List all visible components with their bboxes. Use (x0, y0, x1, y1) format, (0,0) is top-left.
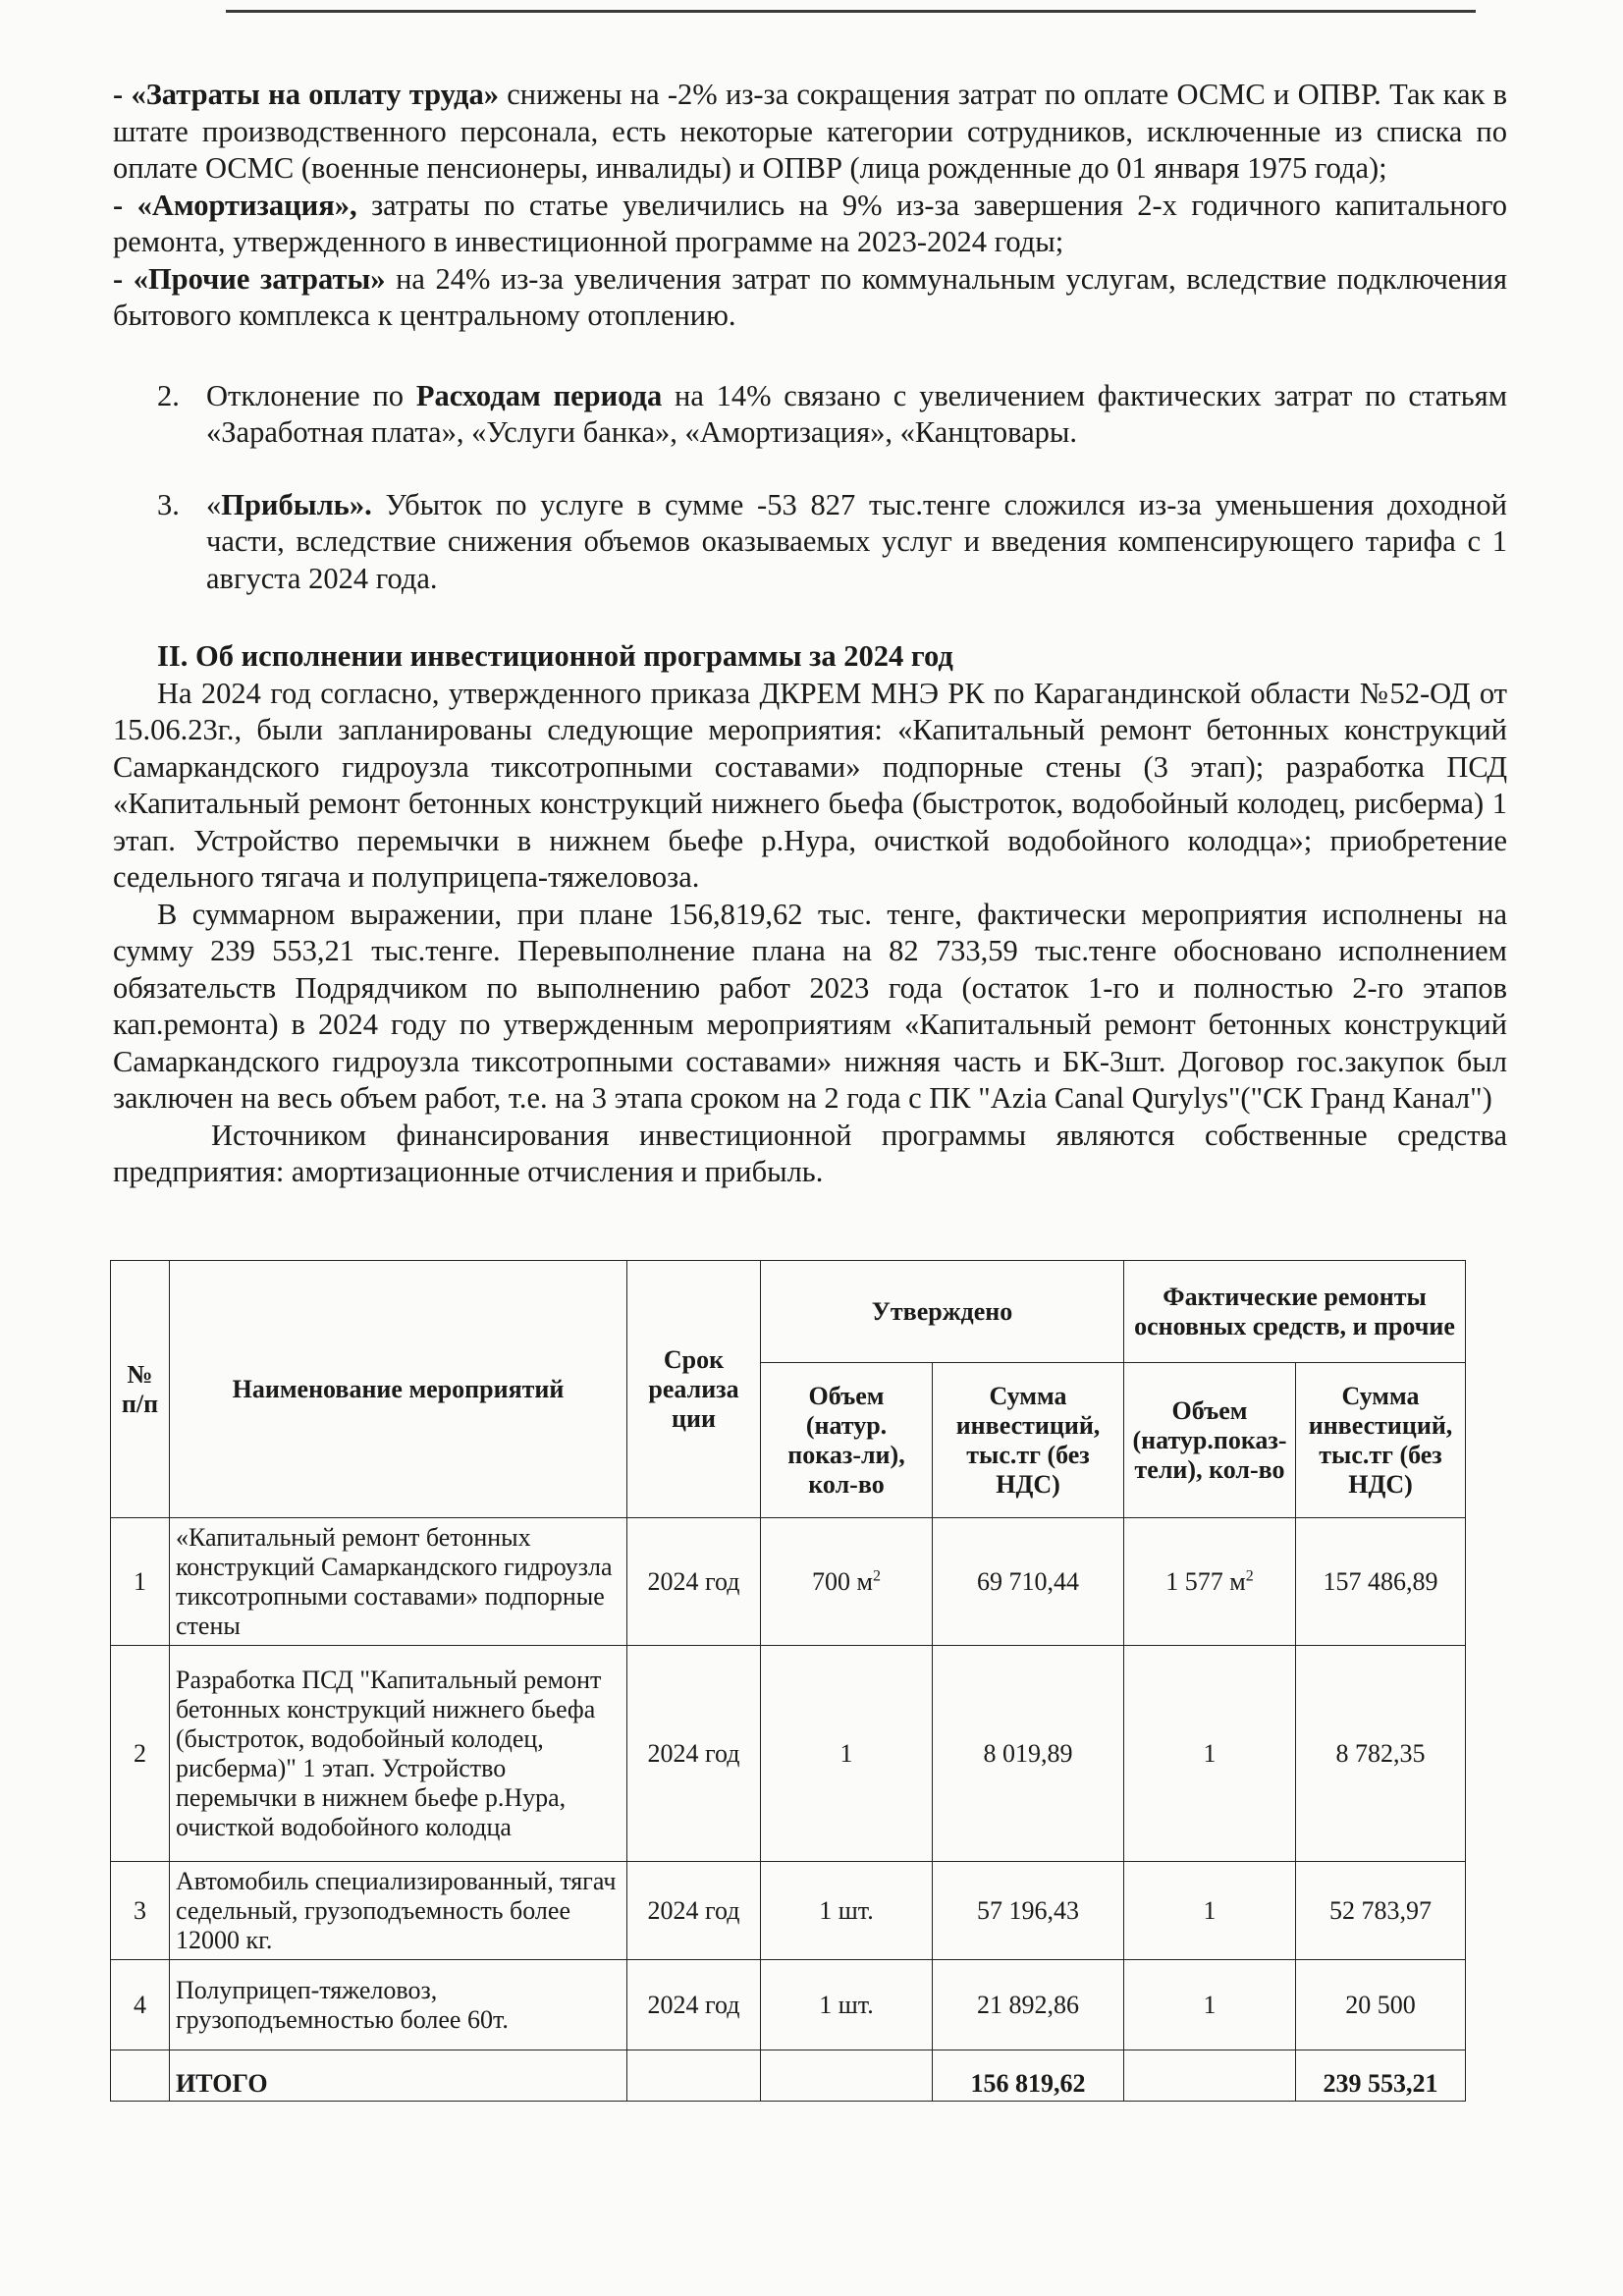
total-sum-approved: 156 819,62 (933, 2050, 1124, 2102)
paragraph-execution: В суммарном выражении, при плане 156,819,62 тыс. тенге, фактически мероприятия исполнены на сумму 239 553,21 тыс.тенге. Перевыполнение плана на 82 733,59 тыс.тенге обосновано исполнением обязательств Подрядчиком по выполнению работ 2023 года (остаток 1-го и полностью 2-го этапов кап.ремонта) в 2024 году по утвержденным мероприятиям «Капитальный ремонт бетонных конструкций Самаркандского гидроузла тиксотропными составами» нижняя часть и БК-3шт. Договор гос.закупок был заключен на весь объем работ, т.е. на 3 этапа сроком на 2 года с ПК "Azia Canal Qurylys"("СК Гранд Канал") (113, 897, 1507, 1115)
row-num: 4 (111, 1960, 170, 2050)
total-sum-actual: 239 553,21 (1296, 2050, 1466, 2102)
section-title: II. Об исполнении инвестиционной программы за 2024 год (157, 639, 953, 673)
header-name: Наименование мероприятий (170, 1261, 627, 1518)
volume-unit-power: 2 (1245, 1566, 1254, 1584)
row-num: 3 (111, 1862, 170, 1960)
row-sum-approved: 21 892,86 (933, 1960, 1124, 2050)
item-period-expenses (157, 378, 1507, 452)
total-term (627, 2050, 761, 2102)
item-text-bold: Расходам периода (415, 378, 663, 412)
bullet-amortization (113, 188, 1507, 261)
bullet-labor-costs (113, 77, 1507, 188)
investment-table (110, 1260, 1466, 2102)
item-number: 3. (157, 487, 180, 521)
row-volume-actual: 1 (1124, 1862, 1296, 1960)
row-term: 2024 год (627, 1862, 761, 1960)
row-volume-actual (1124, 1518, 1296, 1646)
header-volume-approved: Объем (натур. показ-ли), кол-во (761, 1363, 933, 1518)
row-term: 2024 год (627, 1646, 761, 1862)
paragraph-financing: Источником финансирования инвестиционной программы являются собственные средства предприятия: амортизационные отчисления и прибыль. (113, 1118, 1507, 1188)
table-row (111, 1862, 1466, 1960)
header-sum-actual: Сумма инвестиций, тыс.тг (без НДС) (1296, 1363, 1466, 1518)
row-sum-actual: 8 782,35 (1296, 1646, 1466, 1862)
row-num: 2 (111, 1646, 170, 1862)
bullet-text: на 24% из-за увеличения затрат по коммунальным услугам, вследствие подключения бытового комплекса к центральному отоплению. (113, 261, 1507, 332)
row-name: Разработка ПСД "Капитальный ремонт бетонных конструкций нижнего бьефа (быстроток, водобойный колодец, рисберма)" 1 этап. Устройство перемычки в нижнем бьефе р.Нура, очисткой водобойного колодца (170, 1646, 627, 1862)
bullet-text: снижены на -2% из-за сокращения затрат по оплате ОСМС и ОПВР. Так как в штате производственного персонала, есть некоторые категории сотрудников, исключенные из списка по оплате ОСМС (военные пенсионеры, инвалиды) и ОПВР (лица рожденные до 01 января 1975 года); (113, 78, 1508, 185)
bullet-text: затраты по статье увеличились на 9% из-за завершения 2-х годичного капитального ремонта, утвержденного в инвестиционной программе на 2023-2024 годы; (113, 188, 1508, 258)
total-label: ИТОГО (170, 2050, 627, 2102)
header-approved: Утверждено (761, 1261, 1124, 1363)
row-sum-approved: 57 196,43 (933, 1862, 1124, 1960)
item-text-post: на 14% связано с увеличением фактических затрат по статьям «Заработная плата», «Услуги банка», «Амортизация», «Канцтовары. (206, 378, 1507, 449)
bullet-label: - «Прочие затраты» (113, 261, 386, 296)
row-num: 1 (111, 1518, 170, 1646)
item-text-pre: « (206, 487, 222, 521)
item-text-pre: Отклонение по (206, 378, 416, 412)
volume-unit-power: 2 (872, 1566, 881, 1584)
header-volume-actual: Объем (натур.показ-тели), кол-во (1124, 1363, 1296, 1518)
table-row (111, 1960, 1466, 2050)
row-term: 2024 год (627, 1960, 761, 2050)
item-profit (157, 487, 1507, 598)
item-text-post: Убыток по услуге в сумме -53 827 тыс.тенге сложился из-за уменьшения доходной части, вследствие снижения объемов оказываемых услуг и введения компенсирующего тарифа с 1 августа 2024 года. (206, 487, 1507, 595)
bullet-other-costs (113, 261, 1507, 335)
table-row (111, 1518, 1466, 1646)
row-sum-approved: 69 710,44 (933, 1518, 1124, 1646)
row-volume-approved (761, 1518, 933, 1646)
row-sum-approved: 8 019,89 (933, 1646, 1124, 1862)
volume-value: 1 577 м (1165, 1566, 1246, 1596)
row-sum-actual: 157 486,89 (1296, 1518, 1466, 1646)
page-top-border (226, 10, 1476, 13)
item-text (206, 487, 1507, 598)
row-volume-approved: 1 шт. (761, 1960, 933, 2050)
header-num: № п/п (111, 1261, 170, 1518)
row-name: «Капитальный ремонт бетонных конструкций Самаркандского гидроузла тиксотропными составами» подпорные стены (170, 1518, 627, 1646)
row-term: 2024 год (627, 1518, 761, 1646)
header-sum-approved: Сумма инвестиций, тыс.тг (без НДС) (933, 1363, 1124, 1518)
row-volume-actual: 1 (1124, 1960, 1296, 2050)
header-term: Срок реализа ции (627, 1261, 761, 1518)
item-number: 2. (157, 378, 180, 412)
total-row (111, 2050, 1466, 2102)
item-text (206, 378, 1507, 452)
total-volume-actual (1124, 2050, 1296, 2102)
row-name: Автомобиль специализированный, тягач седельный, грузоподъемность более 12000 кг. (170, 1862, 627, 1960)
row-volume-approved: 1 шт. (761, 1862, 933, 1960)
row-volume-actual: 1 (1124, 1646, 1296, 1862)
item-text-bold: Прибыль». (221, 487, 372, 521)
total-volume-approved (761, 2050, 933, 2102)
row-sum-actual: 52 783,97 (1296, 1862, 1466, 1960)
table-row (111, 1646, 1466, 1862)
row-sum-actual: 20 500 (1296, 1960, 1466, 2050)
row-name: Полуприцеп-тяжеловоз, грузоподъемностью более 60т. (170, 1960, 627, 2050)
document-body (113, 77, 1507, 1191)
row-volume-approved: 1 (761, 1646, 933, 1862)
paragraph-plan: На 2024 год согласно, утвержденного приказа ДКРЕМ МНЭ РК по Карагандинской области №52-ОД от 15.06.23г., были запланированы следующие мероприятия: «Капитальный ремонт бетонных конструкций Самаркандского гидроузла тиксотропными составами» подпорные стены (3 этап); разработка ПСД «Капитальный ремонт бетонных конструкций нижнего бьефа (быстроток, водобойный колодец, рисберма) 1 этап. Устройство перемычки в нижнем бьефе р.Нура, очисткой водобойного колодца»; приобретение седельного тягача и полуприцепа-тяжеловоза. (113, 676, 1507, 894)
volume-value: 700 м (812, 1566, 873, 1596)
bullet-label: - «Амортизация», (113, 188, 357, 222)
total-num (111, 2050, 170, 2102)
bullet-label: - «Затраты на оплату труда» (113, 78, 499, 111)
header-actual: Фактические ремонты основных средств, и прочие (1124, 1261, 1466, 1363)
